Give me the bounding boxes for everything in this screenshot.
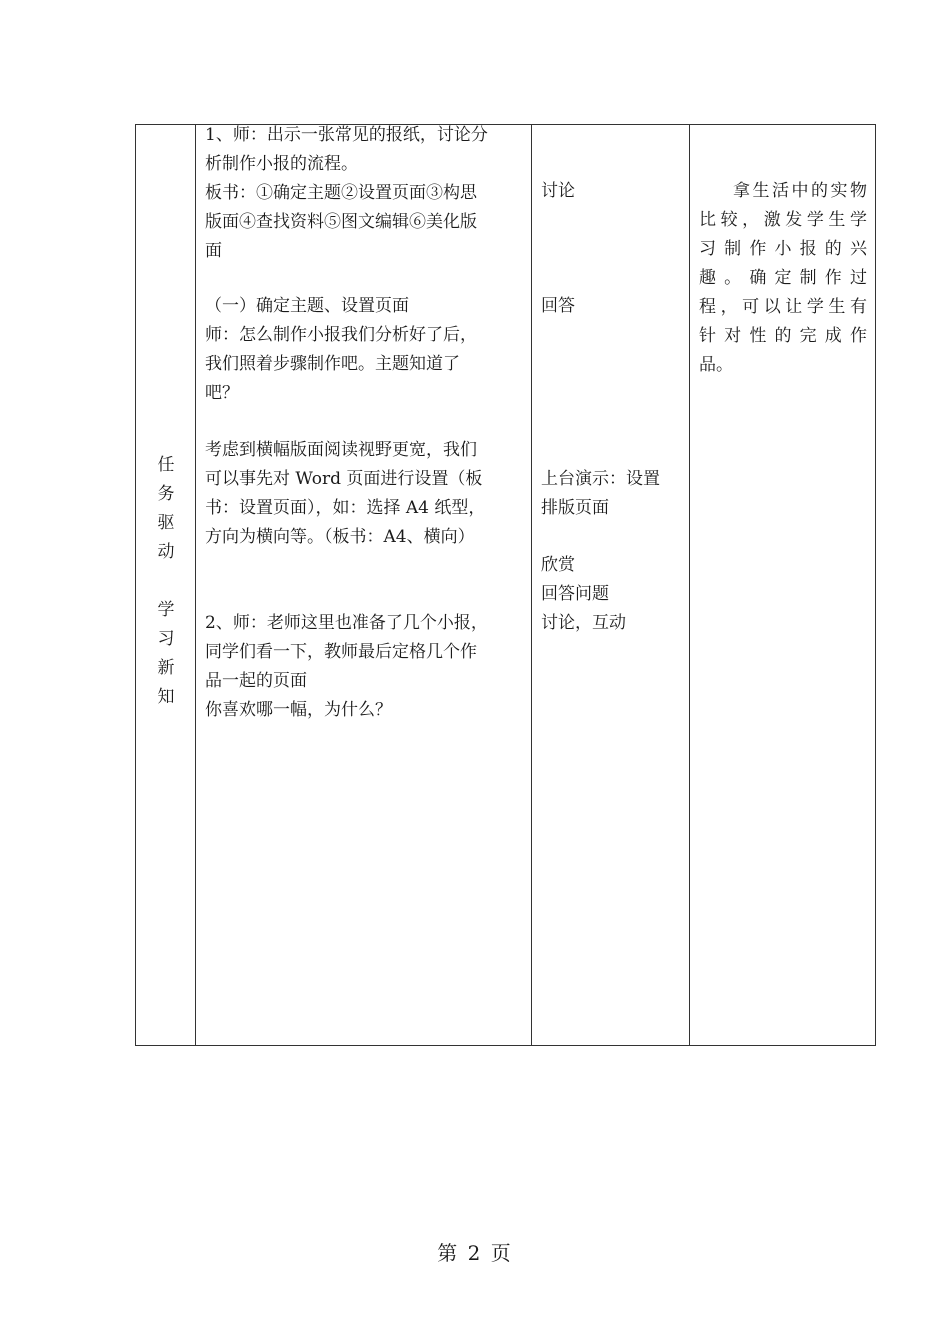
- intent-char: 实: [830, 181, 848, 201]
- lesson-plan-table: [135, 124, 876, 1046]
- intent-char: 有: [849, 297, 867, 317]
- intent-char: 作: [849, 326, 867, 346]
- student-appreciate: 欣赏 回答问题 讨论，互动: [541, 555, 626, 633]
- intent-char: 生: [828, 210, 846, 230]
- intent-char: 性: [749, 326, 767, 346]
- intent-line: [699, 177, 867, 206]
- stage-label-char: 新: [157, 658, 175, 678]
- intent-char: 兴: [849, 239, 867, 259]
- intent-char: 小: [774, 239, 792, 259]
- intent-char: 的: [824, 239, 842, 259]
- student-activity-column: [532, 125, 690, 1045]
- intent-char: 制: [724, 239, 742, 259]
- design-intent-text: [699, 177, 867, 380]
- intent-char: 学: [849, 210, 867, 230]
- intent-line: [699, 206, 867, 235]
- intent-char: 过: [849, 268, 867, 288]
- intent-char: 习: [699, 239, 716, 259]
- intent-char: ，: [720, 297, 738, 317]
- stage-label: [154, 451, 178, 712]
- intent-char: 活: [772, 181, 789, 201]
- design-intent-column: [690, 125, 876, 1045]
- intent-char: 针: [699, 326, 716, 346]
- intent-char: 中: [791, 181, 809, 201]
- intent-char: 作: [749, 239, 767, 259]
- intent-char: 可: [742, 297, 760, 317]
- teacher-step-topic: （一）确定主题、设置页面 师：怎么制作小报我们分析好了后， 我们照着步骤制作吧。主题知道了 吧？: [205, 296, 477, 403]
- stage-label-char: 驱: [157, 513, 175, 533]
- stage-label-char: 学: [157, 600, 175, 620]
- stage-label-char: [154, 567, 178, 596]
- intent-char: 生: [752, 181, 770, 201]
- teacher-step-1: 1、师：出示一张常见的报纸，讨论分 析制作小报的流程。 板书：①确定主题②设置页面③构思 版面④查找资料⑤图文编辑⑥美化版 面: [205, 125, 488, 261]
- intent-char: 定: [774, 268, 792, 288]
- intent-char: 学: [806, 297, 824, 317]
- intent-line: [699, 293, 867, 322]
- intent-char: ，: [742, 210, 760, 230]
- intent-line: 品。: [699, 355, 733, 375]
- intent-char: 作: [824, 268, 842, 288]
- stage-label-char: 任: [157, 455, 175, 475]
- teacher-step-page-setup: 考虑到横幅版面阅读视野更宽，我们 可以事先对 Word 页面进行设置（板 书：设置页面），如：选择 A4 纸型， 方向为横向等。（板书：A4、横向）: [205, 440, 486, 547]
- intent-line: [699, 235, 867, 264]
- intent-char: 对: [724, 326, 742, 346]
- intent-char: 趣: [699, 268, 716, 288]
- intent-char: 程: [699, 297, 716, 317]
- intent-char: 生: [828, 297, 846, 317]
- intent-char: 激: [763, 210, 781, 230]
- intent-char: 发: [785, 210, 803, 230]
- intent-char: 的: [774, 326, 792, 346]
- teacher-step-2: 2、师：老师这里也准备了几个小报， 同学们看一下，教师最后定格几个作 品一起的页面 你喜欢哪一幅，为什么？: [205, 613, 488, 720]
- intent-char: 以: [763, 297, 781, 317]
- page-number: 第 2 页: [437, 1241, 513, 1265]
- student-discuss: 讨论: [541, 181, 575, 201]
- intent-line: [699, 322, 867, 351]
- intent-char: 较: [720, 210, 738, 230]
- stage-column: [136, 125, 196, 1045]
- intent-char: 完: [799, 326, 817, 346]
- intent-char: 物: [850, 181, 867, 201]
- teacher-activity-column: [196, 125, 532, 1045]
- intent-char: 的: [811, 181, 828, 201]
- stage-label-char: 习: [157, 629, 175, 649]
- student-answer: 回答: [541, 296, 575, 316]
- intent-char: 。: [724, 268, 742, 288]
- intent-char: 制: [799, 268, 817, 288]
- intent-char: 比: [699, 210, 716, 230]
- student-demo: 上台演示：设置 排版页面: [541, 469, 660, 518]
- stage-label-char: 知: [157, 687, 175, 707]
- intent-char: 成: [824, 326, 842, 346]
- intent-line: [699, 264, 867, 293]
- intent-char: 报: [799, 239, 817, 259]
- intent-char: 让: [785, 297, 803, 317]
- stage-label-char: 务: [157, 484, 175, 504]
- intent-char: 确: [749, 268, 767, 288]
- intent-char: 拿: [733, 181, 750, 201]
- intent-char: 学: [806, 210, 824, 230]
- stage-label-char: 动: [157, 542, 175, 562]
